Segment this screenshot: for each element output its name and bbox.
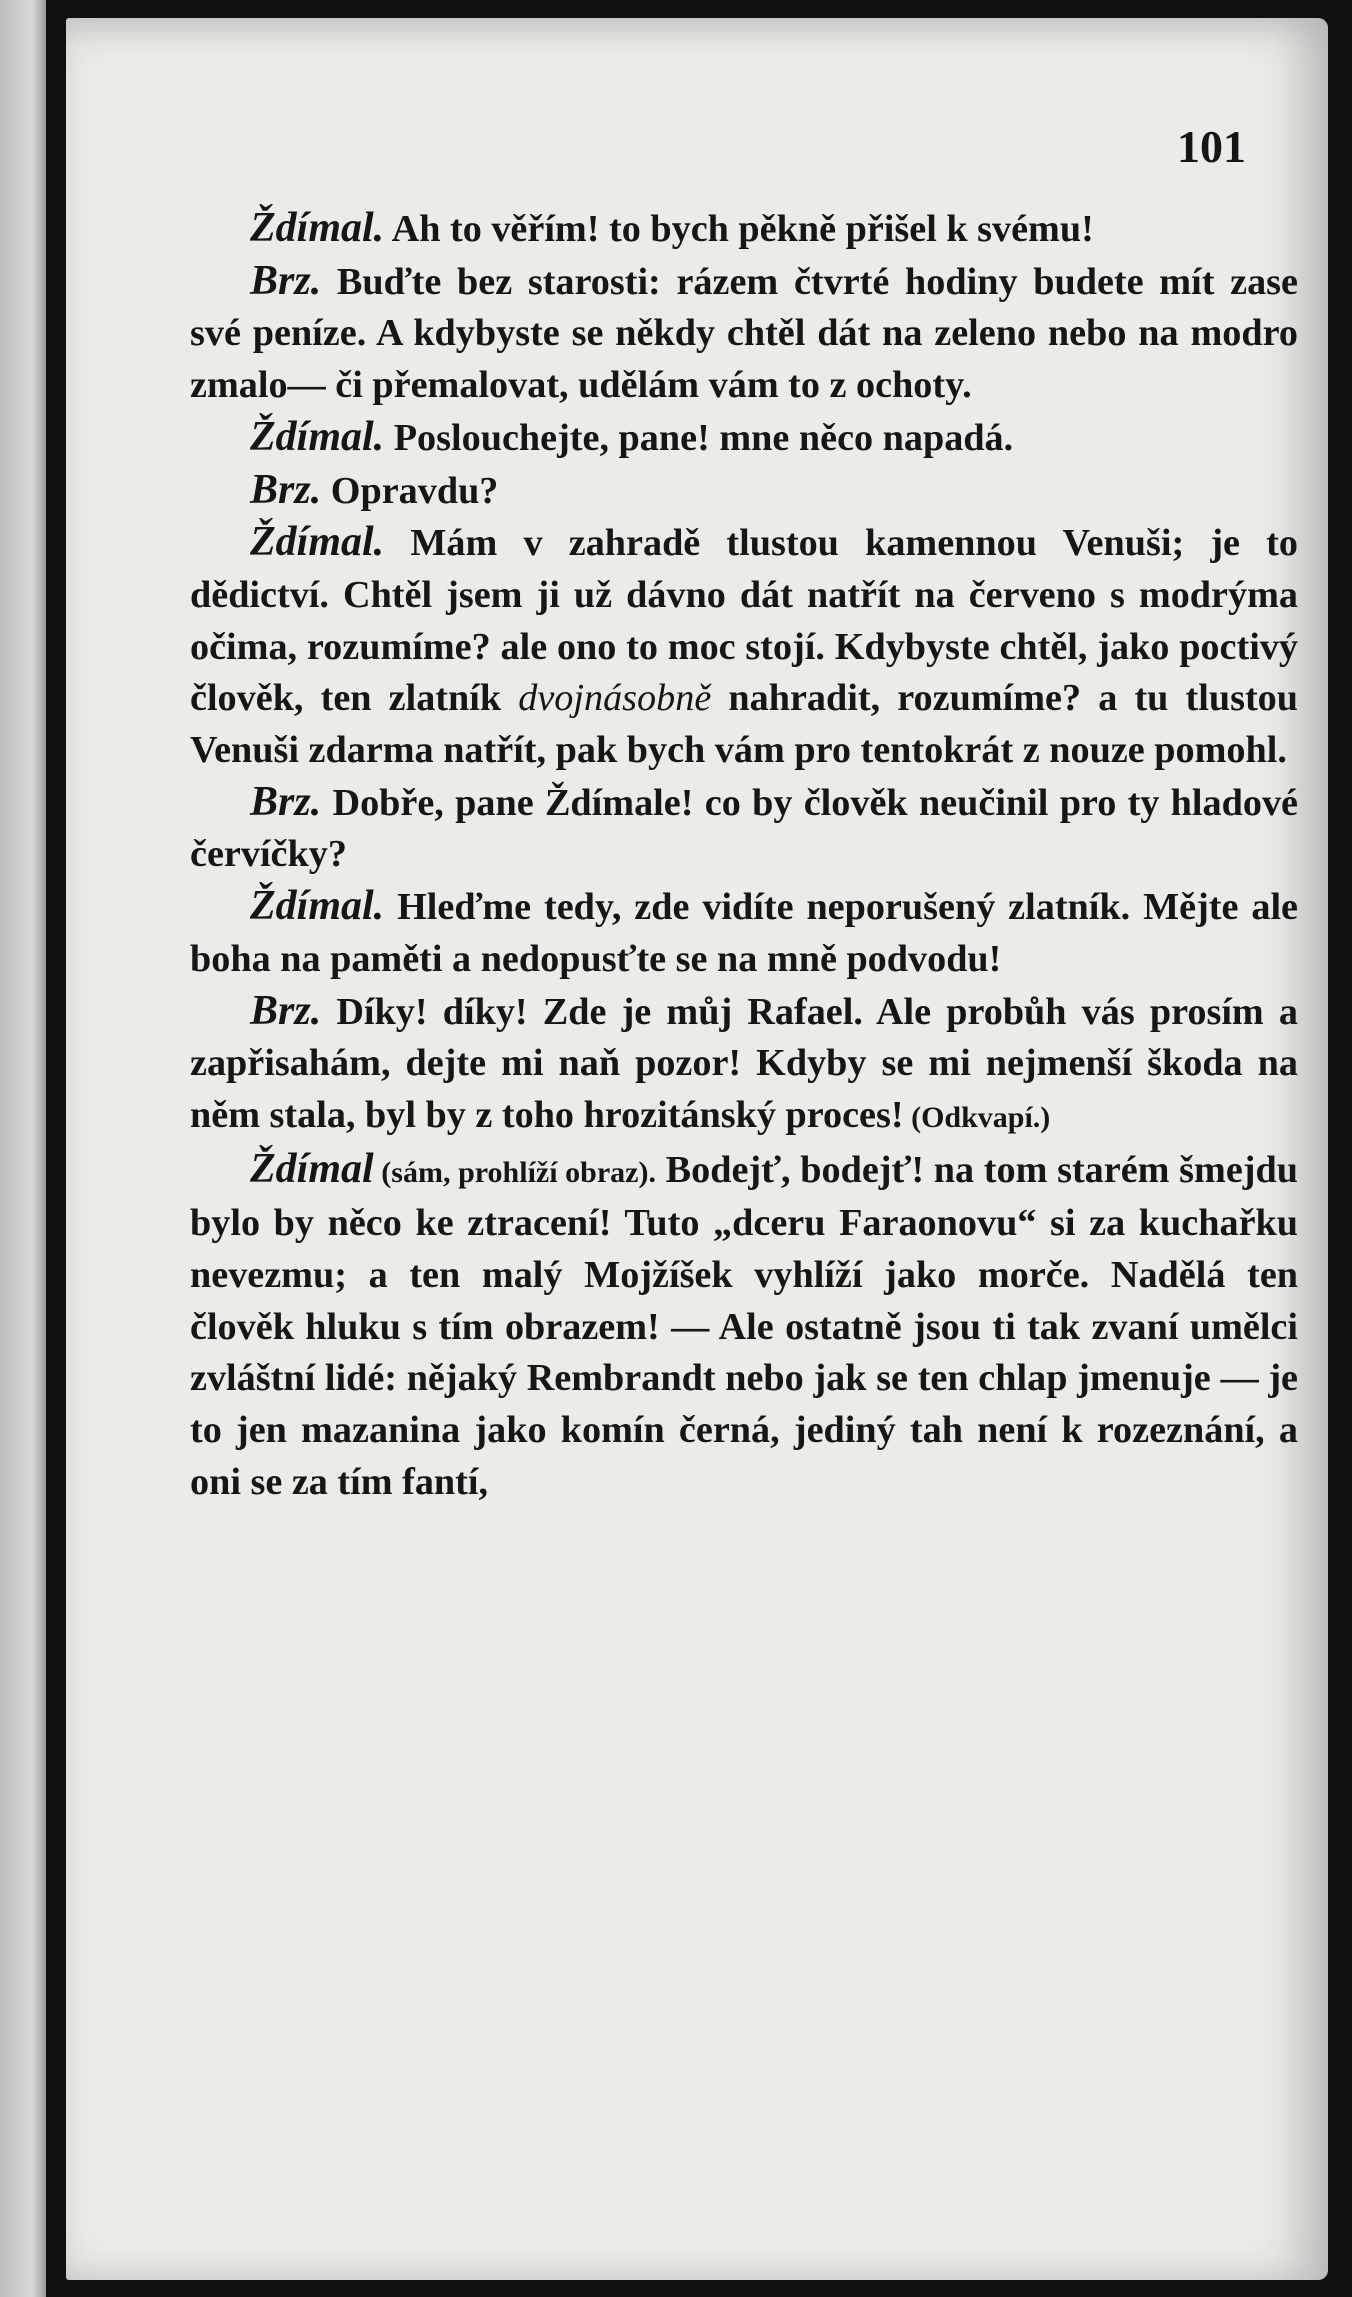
speaker-name: Ždímal.	[250, 519, 385, 566]
speaker-name: Brz.	[250, 466, 322, 513]
speech-text: Dobře, pane Ždímale! co by člověk neučinil pro ty hladové červíčky?	[190, 781, 1298, 876]
page-number: 101	[1177, 121, 1246, 172]
speech-text: Opravdu?	[321, 469, 499, 512]
speech-text: Díky! díky! Zde je můj Rafael. Ale probůh vás prosím a zapřisahám, dejte mi naň pozor! Kdyby se mi nejmenší škoda na něm stala, byl by z toho hrozitánský proces!	[190, 990, 1298, 1136]
speaker-name: Brz.	[250, 987, 322, 1034]
paragraph-6	[190, 777, 1298, 881]
paragraph-7	[190, 881, 1298, 985]
speech-text: Poslouchejte, pane! mne něco napadá.	[384, 416, 1014, 459]
paragraph-3	[190, 412, 1298, 465]
paragraph-9	[190, 1144, 1298, 1509]
speech-text: Bodejť, bodejť! na tom starém šmejdu bylo by něco ke ztracení! Tuto „dceru Faraonovu“ si za kuchařku nevezmu; a ten malý Mojžíšek vyhlíží jako morče. Nadělá ten člověk hluku s tím obrazem! — Ale ostatně jsou ti tak zvaní umělci zvláštní lidé: nějaký Rembrandt nebo jak se ten chlap jmenuje — je to jen mazanina jako komín černá, jediný tah není k rozeznání, a oni se za tím fantí,	[190, 1148, 1298, 1503]
speech-text: Hleďme tedy, zde vidíte neporušený zlatník. Mějte ale boha na paměti a nedopusťte se na mně podvodu!	[190, 886, 1298, 980]
dialogue-text	[190, 203, 1298, 1509]
speech-text-continued: nahradit, rozumíme? a tu tlustou Venuši zdarma natřít, pak bych vám pro tentokrát z nouze pomohl.	[190, 677, 1299, 772]
speech-text: Ah to věřím! to bych pěkně přišel k svému!	[384, 208, 1094, 250]
stage-direction: (sám, prohlíží obraz).	[373, 1155, 656, 1189]
paragraph-1	[190, 203, 1298, 256]
speaker-name: Brz.	[250, 778, 322, 825]
emphasized-word: dvojnásobně	[518, 677, 712, 720]
speech-text: Mám v zahradě tlustou kamennou Venuši; je to dědictví. Chtěl jsem ji už dávno dát natřít na červeno s modrýma očima, rozumíme? ale ono to moc stojí. Kdybyste chtěl, jako poctivý člověk, ten zlatník	[190, 522, 1298, 720]
paragraph-4	[190, 465, 1298, 518]
paragraph-5	[190, 517, 1298, 777]
speaker-name: Ždímal	[250, 1145, 374, 1192]
adjacent-page-edge	[0, 0, 46, 2297]
speaker-name: Ždímal.	[250, 413, 385, 460]
book-page	[66, 18, 1328, 2280]
paragraph-2	[190, 256, 1298, 412]
speaker-name: Ždímal.	[250, 205, 385, 251]
speaker-name: Brz.	[250, 257, 322, 304]
stage-direction: (Odkvapí.)	[903, 1100, 1051, 1134]
paragraph-8	[190, 986, 1298, 1144]
speech-text: Buďte bez starosti: rázem čtvrté hodiny budete mít zase své peníze. A kdybyste se někdy chtěl dát na zeleno nebo na modro zmalo— či přemalovat, udělám vám to z ochoty.	[190, 260, 1298, 407]
speaker-name: Ždímal.	[250, 883, 385, 930]
